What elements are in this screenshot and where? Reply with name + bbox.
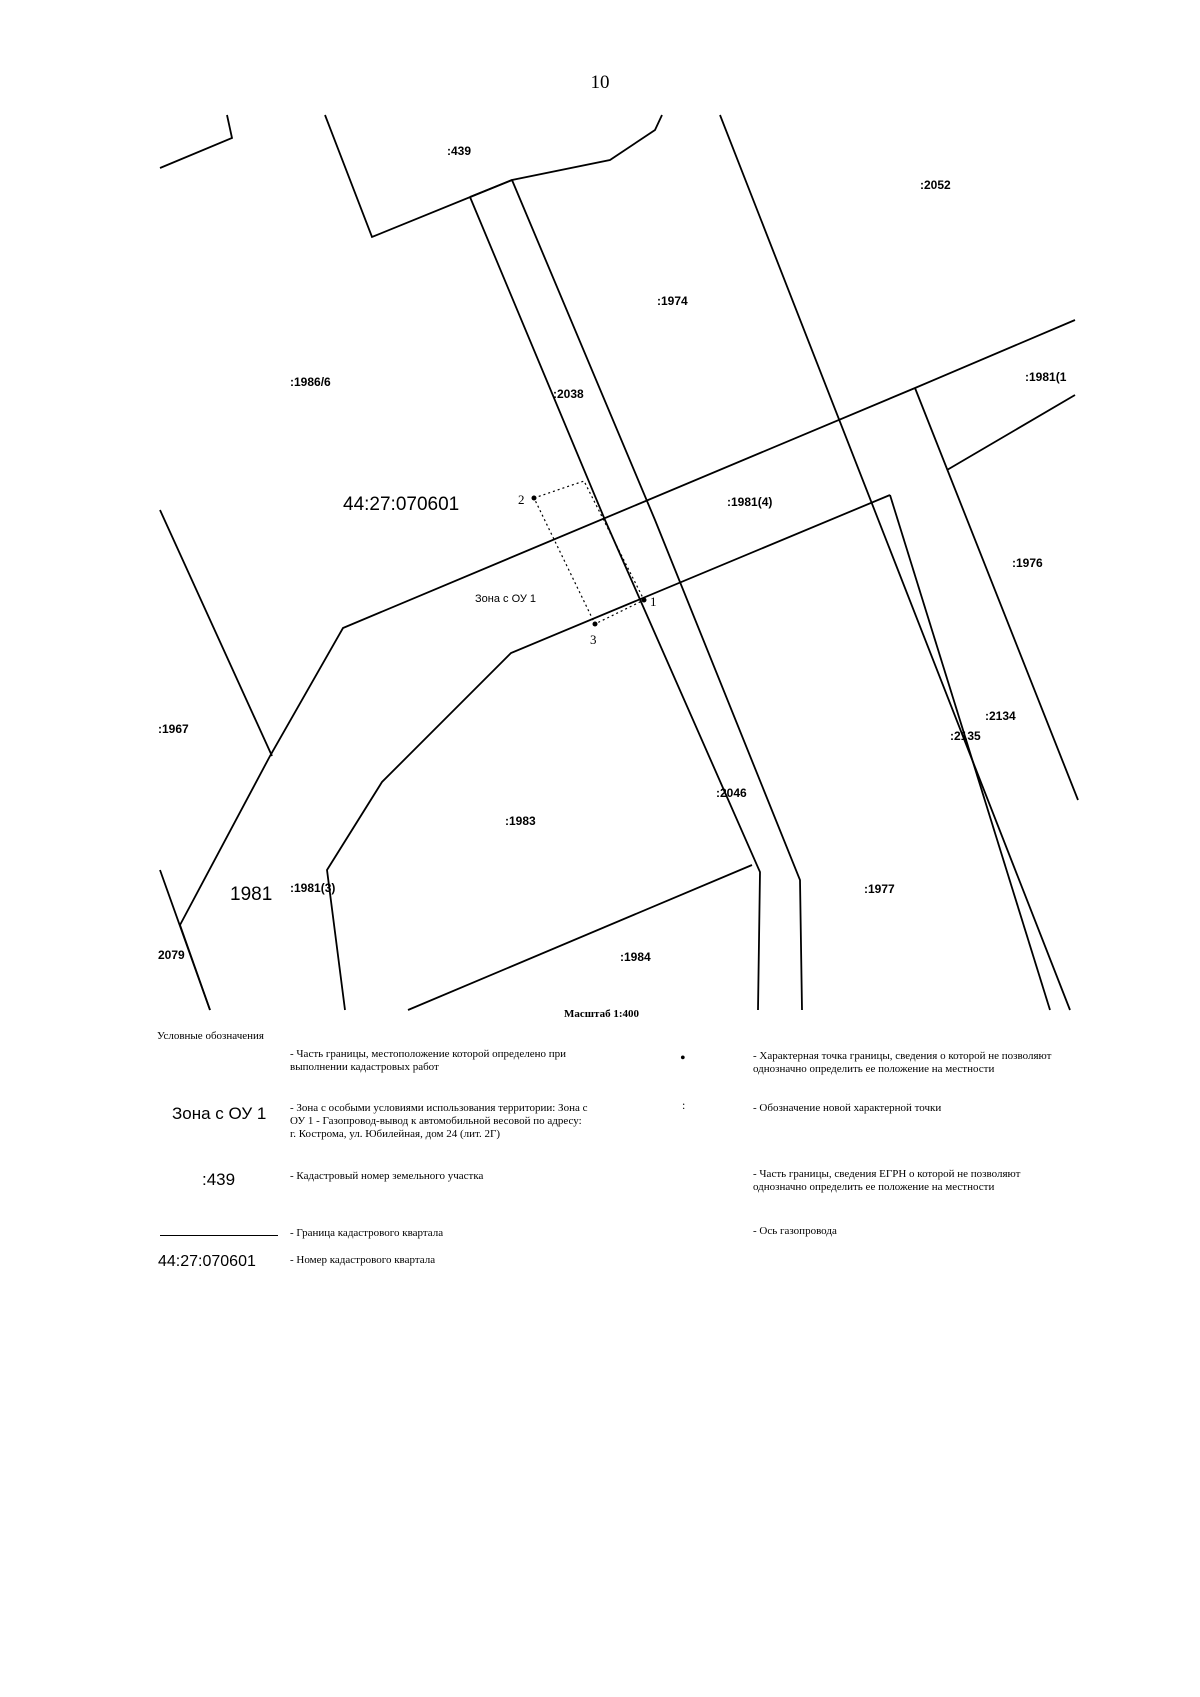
point-marker-3 bbox=[593, 622, 598, 627]
parcel-label: 2079 bbox=[158, 948, 185, 962]
boundary-line bbox=[160, 115, 232, 168]
boundary-line bbox=[408, 865, 752, 1010]
boundary-line bbox=[915, 388, 1078, 800]
boundary-line bbox=[890, 495, 1050, 1010]
parcel-label: :1981(1 bbox=[1025, 370, 1067, 384]
legend-title: Условные обозначения bbox=[157, 1030, 264, 1042]
point-marker-2 bbox=[532, 496, 537, 501]
legend-symbol-quarter-boundary bbox=[160, 1235, 278, 1236]
zone-label: Зона с ОУ 1 bbox=[475, 593, 537, 605]
parcel-label: :1986/6 bbox=[290, 375, 331, 389]
legend-symbol-parcel: :439 bbox=[202, 1170, 236, 1189]
parcel-label: :1977 bbox=[864, 882, 895, 896]
parcel-label: :439 bbox=[447, 144, 472, 158]
parcel-label: :2052 bbox=[920, 178, 951, 192]
legend-symbol-new-point: : bbox=[682, 1098, 686, 1112]
parcel-boundaries bbox=[160, 115, 1078, 1010]
legend-text: - Характерная точка границы, сведения о которой не позволяют однозначно определить ее положение на местности bbox=[753, 1050, 1052, 1075]
parcel-label: :1967 bbox=[158, 722, 189, 736]
point-markers bbox=[532, 496, 647, 627]
legend-text: - Обозначение новой характерной точки bbox=[753, 1102, 942, 1114]
parcel-label: :2134 bbox=[985, 709, 1016, 723]
boundary-line bbox=[325, 115, 662, 237]
parcel-label: :2135 bbox=[950, 729, 981, 743]
legend-text: - Кадастровый номер земельного участка bbox=[290, 1170, 484, 1182]
legend-text: - Зона с особыми условиями использования территории: Зона с ОУ 1 - Газопровод-вывод к автомобильной весовой по адресу: г. Кострома, ул. Юбилейная, дом 24 (лит. 2Г) bbox=[290, 1102, 588, 1140]
legend-symbol-zone: Зона с ОУ 1 bbox=[172, 1104, 267, 1123]
zone-boundary bbox=[534, 481, 644, 624]
boundary-line bbox=[180, 925, 210, 1010]
boundary-line bbox=[327, 495, 890, 1010]
map-scale: Масштаб 1:400 bbox=[564, 1008, 640, 1020]
legend-symbol-quarter-number: 44:27:070601 bbox=[158, 1253, 256, 1270]
boundary-line bbox=[160, 510, 272, 756]
page-number: 10 bbox=[590, 72, 610, 93]
parcel-label: :2038 bbox=[553, 387, 584, 401]
quarter-label: 44:27:070601 bbox=[343, 494, 460, 515]
parcel-label: :1981(4) bbox=[727, 495, 773, 509]
parcel-label: :1974 bbox=[657, 294, 688, 308]
boundary-line bbox=[947, 395, 1075, 470]
boundary-line bbox=[180, 320, 1075, 925]
point-label-1: 1 bbox=[650, 594, 657, 609]
boundary-line bbox=[470, 180, 512, 197]
parcel-label: :1983 bbox=[505, 814, 536, 828]
legend-text: - Номер кадастрового квартала bbox=[290, 1254, 436, 1266]
parcel-label: :1984 bbox=[620, 950, 651, 964]
point-marker-1 bbox=[642, 598, 647, 603]
legend-text: - Часть границы, сведения ЕГРН о которой не позволяют однозначно определить ее положение на местности bbox=[753, 1168, 1021, 1193]
legend-text: - Часть границы, местоположение которой определено при выполнении кадастровых работ bbox=[290, 1048, 567, 1073]
legend-text: - Граница кадастрового квартала bbox=[290, 1227, 444, 1239]
parcel-label: :1976 bbox=[1012, 556, 1043, 570]
point-label-2: 2 bbox=[518, 492, 525, 507]
legend-symbol-point: • bbox=[680, 1050, 686, 1067]
parcel-label: 1981 bbox=[230, 884, 273, 905]
legend-text: - Ось газопровода bbox=[753, 1225, 837, 1237]
point-label-3: 3 bbox=[590, 632, 597, 647]
parcel-label: :2046 bbox=[716, 786, 747, 800]
parcel-label: :1981(3) bbox=[290, 881, 336, 895]
